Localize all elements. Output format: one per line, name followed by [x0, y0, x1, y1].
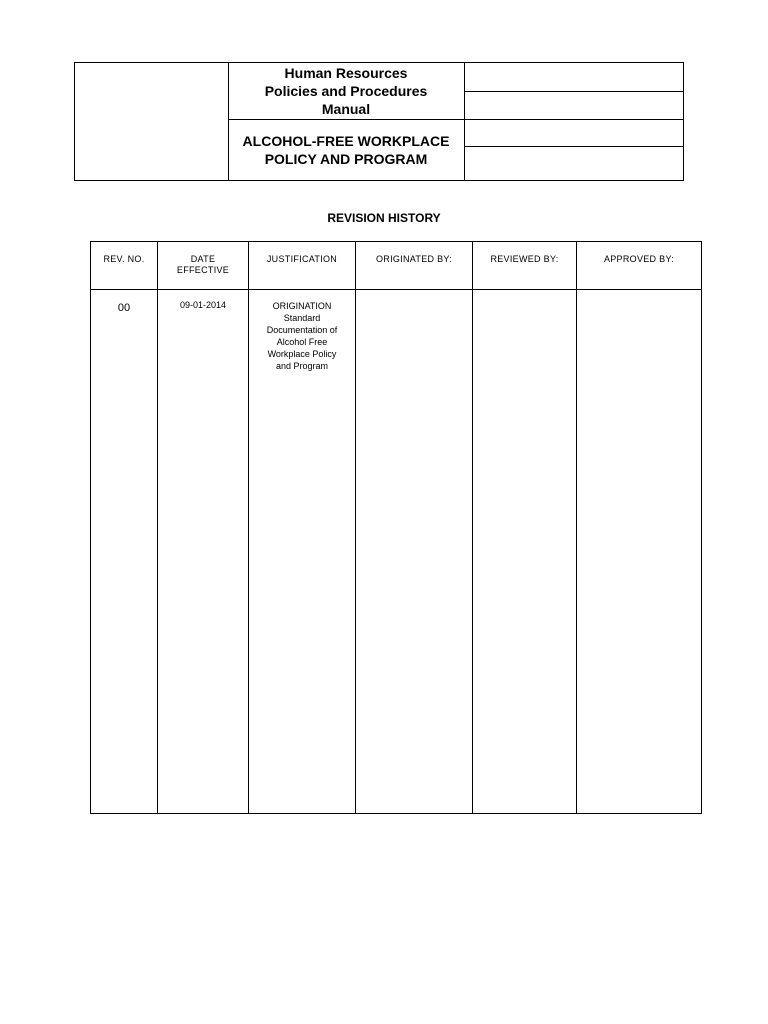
- cell-justification: [249, 290, 356, 814]
- date-effective-value: 09-01-2014: [179, 300, 227, 310]
- manual-title: [228, 63, 465, 120]
- document-header: [74, 62, 684, 181]
- cell-approved-by: [577, 290, 702, 814]
- manual-title-line-3: Manual: [321, 101, 371, 117]
- revision-history-table: [90, 241, 702, 814]
- header-meta-cell-4: [465, 147, 683, 180]
- policy-title-line-1: ALCOHOL-FREE WORKPLACE: [242, 133, 450, 149]
- justification-line-1: ORIGINATION: [272, 301, 332, 311]
- cell-reviewed-by: [473, 290, 577, 814]
- manual-title-line-1: Human Resources: [284, 65, 408, 81]
- col-header-originated-by: ORIGINATED BY:: [356, 242, 473, 290]
- col-header-reviewed-by: REVIEWED BY:: [473, 242, 577, 290]
- col-header-date-effective: [158, 242, 249, 290]
- table-header-row: [91, 242, 702, 290]
- logo-cell: [75, 63, 229, 180]
- justification-line-3: Documentation of: [266, 325, 338, 335]
- justification-line-5: Workplace Policy: [267, 349, 337, 359]
- policy-title-line-2: POLICY AND PROGRAM: [264, 151, 428, 167]
- col-header-justification: JUSTIFICATION: [249, 242, 356, 290]
- manual-title-line-2: Policies and Procedures: [264, 83, 428, 99]
- table-row: [91, 290, 702, 814]
- revision-history-title: REVISION HISTORY: [327, 211, 441, 225]
- justification-line-4: Alcohol Free: [276, 337, 328, 347]
- date-effective-line-2: EFFECTIVE: [176, 265, 230, 275]
- header-meta-cell-2: [465, 92, 683, 120]
- header-meta-cell-3: [465, 120, 683, 147]
- policy-title: [228, 120, 465, 180]
- cell-date-effective: [158, 290, 249, 814]
- header-meta-cell-1: [465, 63, 683, 92]
- date-effective-line-1: DATE: [190, 254, 216, 264]
- justification-line-2: Standard: [283, 313, 321, 323]
- rev-no-value: 00: [117, 302, 131, 314]
- cell-originated-by: [356, 290, 473, 814]
- cell-rev-no: [91, 290, 158, 814]
- justification-line-6: and Program: [275, 361, 329, 371]
- col-header-approved-by: APPROVED BY:: [577, 242, 702, 290]
- col-header-rev-no: REV. NO.: [91, 242, 158, 290]
